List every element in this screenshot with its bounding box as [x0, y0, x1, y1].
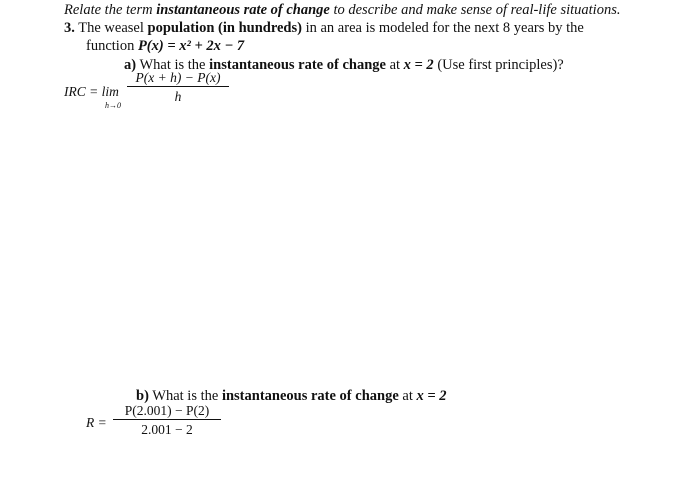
part-a-x-value: x = 2 — [403, 57, 434, 73]
question-line-2 — [86, 38, 244, 55]
heading-emphasis: instantaneous rate of change — [156, 2, 330, 18]
function-label: function — [86, 38, 138, 54]
function-expression: P(x) = x² + 2x − 7 — [137, 38, 245, 54]
part-a-emphasis: instantaneous rate of change — [209, 57, 386, 73]
irc-numerator: P(x + h) − P(x) — [135, 70, 221, 85]
part-b-text-at: at — [398, 388, 417, 404]
part-a-text-end: (Use first principles)? — [433, 57, 564, 73]
rate-denominator: 2.001 − 2 — [141, 422, 193, 437]
part-b-text: What is the — [148, 388, 222, 404]
page-heading — [64, 2, 620, 19]
rate-fraction — [113, 403, 221, 438]
part-a-label: a) — [124, 57, 137, 73]
part-a-text: What is the — [136, 57, 210, 73]
part-a-text-at: at — [385, 57, 404, 73]
part-b-emphasis: instantaneous rate of change — [221, 388, 399, 404]
irc-fraction-bar — [127, 86, 229, 87]
question-number: 3. — [64, 20, 75, 36]
question-text-end: in an area is modeled for the next 8 years by the — [301, 20, 584, 36]
rate-lhs — [86, 415, 107, 431]
rate-label: R = — [86, 415, 107, 430]
question-line-1 — [64, 20, 584, 37]
irc-fraction — [127, 70, 229, 105]
heading-text-start: Relate the term — [64, 2, 157, 18]
question-emphasis: population (in hundreds) — [147, 20, 302, 36]
rate-fraction-bar — [113, 419, 221, 420]
irc-label: IRC = lim — [64, 84, 119, 99]
question-text: The weasel — [78, 20, 148, 36]
heading-text-end: to describe and make sense of real-life situations. — [329, 2, 621, 18]
part-b-x-value: x = 2 — [416, 388, 447, 404]
irc-denominator: h — [174, 89, 182, 104]
rate-numerator: P(2.001) − P(2) — [124, 403, 210, 418]
irc-lhs — [64, 84, 119, 100]
part-b-label: b) — [136, 388, 149, 404]
limit-subscript: h→0 — [105, 101, 121, 110]
